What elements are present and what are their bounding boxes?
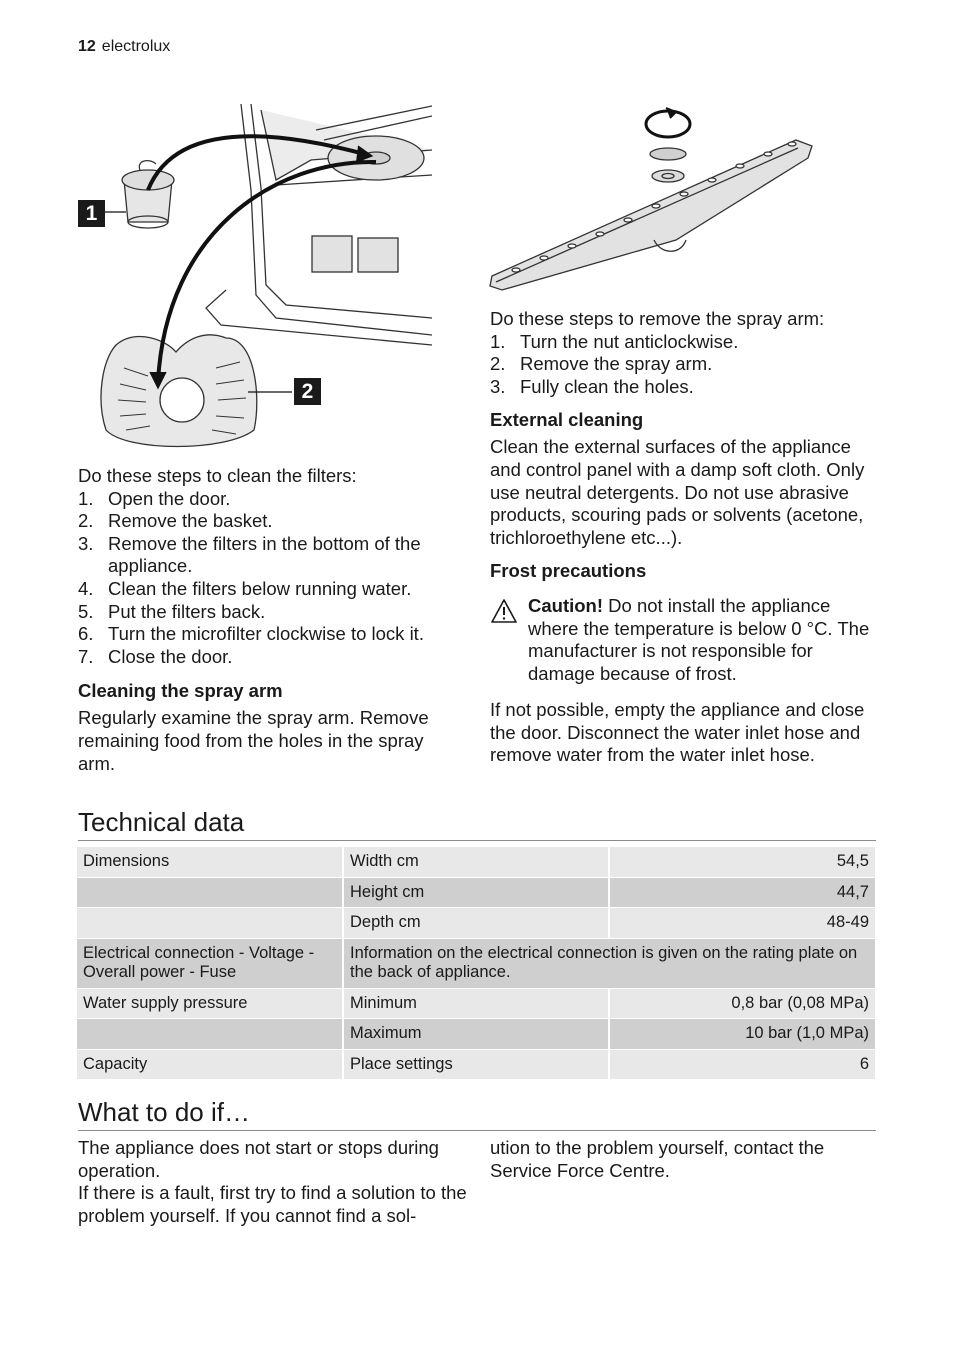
warning-triangle-icon [490, 598, 518, 624]
callout-badge-2: 2 [294, 378, 321, 405]
left-column [78, 465, 458, 775]
list-item: 7. Close the door. [78, 645, 233, 667]
external-cleaning-heading: External cleaning [490, 409, 644, 431]
frost-text: If not possible, empty the appliance and close the door. Disconnect the water inlet hose and remove water from the water inlet hose. [490, 699, 865, 766]
frost-heading: Frost precautions [490, 560, 647, 582]
section-divider [78, 840, 876, 841]
right-column [490, 308, 882, 582]
section-divider [78, 1130, 876, 1131]
what-to-do-section [78, 1097, 876, 1131]
spray-intro: Do these steps to remove the spray arm: [490, 308, 825, 329]
technical-data-title: Technical data [78, 807, 245, 837]
fault-advice: If there is a fault, first try to find a solution to the problem yourself. If you cannot find a sol- [78, 1182, 467, 1226]
table-row: Water supply pressure Minimum 0,8 bar (0,08 MPa) [77, 988, 875, 1019]
filters-illustration [76, 100, 432, 452]
what-to-do-col2 [490, 1137, 882, 1182]
list-item: 3. Remove the filters in the bottom of the appliance. [78, 532, 421, 577]
list-item: 3. Fully clean the holes. [490, 375, 694, 397]
callout-badge-1: 1 [78, 200, 105, 227]
spray-arm-heading: Cleaning the spray arm [78, 680, 283, 702]
filters-steps-list [78, 488, 458, 669]
frost-followup [490, 699, 882, 767]
list-item: 4. Clean the filters below running water. [78, 577, 412, 599]
spray-arm-illustration [486, 100, 820, 296]
table-row: Electrical connection - Voltage - Overall power - Fuse Information on the electrical connection is given on the rating plate on the back of appliance. [77, 938, 875, 988]
list-item: 2. Remove the spray arm. [490, 353, 713, 375]
technical-data-table [77, 847, 875, 1080]
page-number: 12 [78, 38, 96, 55]
dishwasher-filter-drawing [76, 100, 432, 452]
technical-data-section [78, 807, 876, 841]
table-row: Height cm 44,7 [77, 877, 875, 908]
list-item: 6. Turn the microfilter clockwise to lock it. [78, 623, 424, 645]
table-row: Depth cm 48-49 [77, 908, 875, 939]
caution-text: Caution! Do not install the appliance where the temperature is below 0 °C. The manufacturer is not responsible for damage because of frost. [528, 595, 870, 684]
brand-name: electrolux [101, 38, 171, 55]
caution-label: Caution! [528, 595, 604, 616]
list-item: 1. Open the door. [78, 487, 231, 509]
spray-arm-text: Regularly examine the spray arm. Remove remaining food from the holes in the spray arm. [78, 707, 429, 774]
list-item: 2. Remove the basket. [78, 510, 273, 532]
fault-advice-cont: ution to the problem yourself, contact the Service Force Centre. [490, 1137, 825, 1181]
spray-steps-list [490, 331, 882, 399]
table-row: Maximum 10 bar (1,0 MPa) [77, 1019, 875, 1050]
spray-arm-drawing [486, 100, 820, 296]
caution-block [490, 595, 880, 685]
fault-intro: The appliance does not start or stops during operation. [78, 1137, 439, 1181]
list-item: 1. Turn the nut anticlockwise. [490, 330, 739, 352]
filters-intro: Do these steps to clean the filters: [78, 465, 357, 486]
what-to-do-title: What to do if… [78, 1097, 250, 1127]
table-row: Dimensions Width cm 54,5 [77, 847, 875, 877]
list-item: 5. Put the filters back. [78, 600, 266, 622]
what-to-do-col1 [78, 1137, 470, 1227]
external-cleaning-text: Clean the external surfaces of the appliance and control panel with a damp soft cloth. Only use neutral detergents. Do not use abrasive products, scouring pads or solvents (acetone, trichloroethylene etc...). [490, 436, 865, 548]
table-row: Capacity Place settings 6 [77, 1049, 875, 1080]
page-header [78, 38, 170, 56]
